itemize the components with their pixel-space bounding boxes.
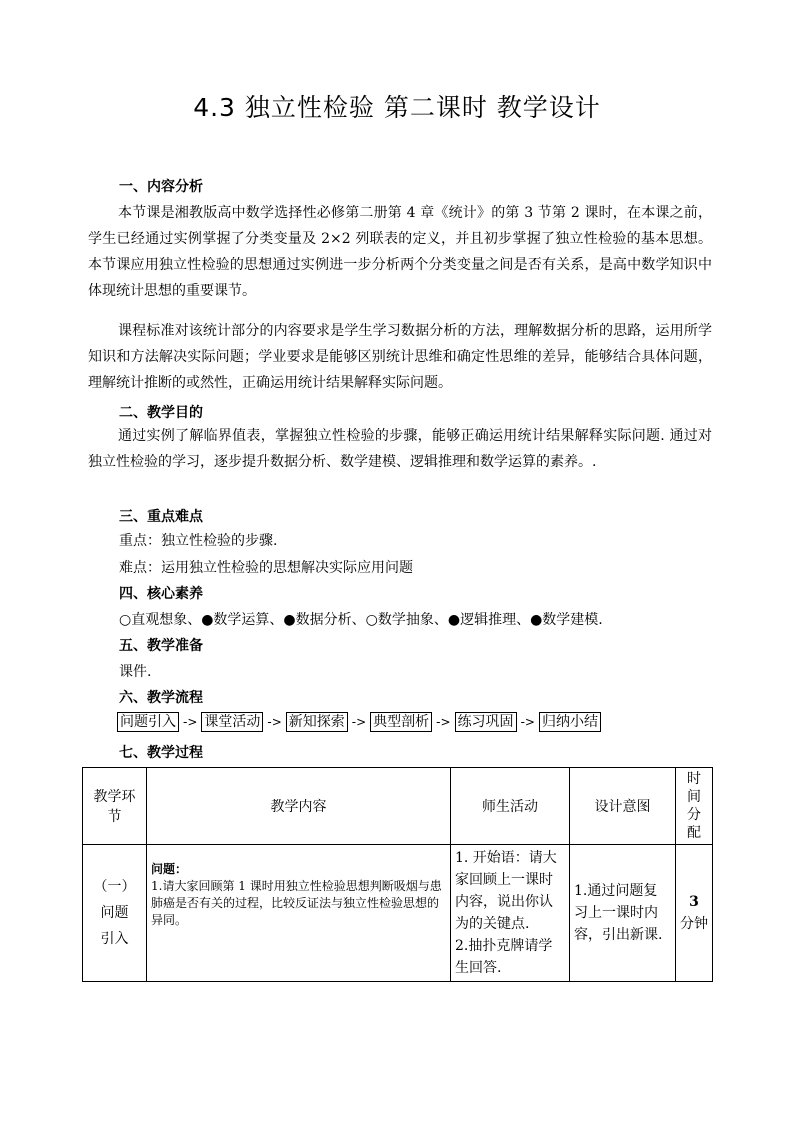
section-heading-teaching-flow: 六、教学流程: [119, 690, 203, 706]
header-activity: 师生活动: [451, 768, 570, 845]
core-literacy-list: ○直观想象、●数学运算、●数据分析、○数学抽象、●逻辑推理、●数学建模.: [119, 612, 603, 628]
time-cell: [676, 845, 713, 982]
flow-step: 课堂活动: [201, 712, 263, 732]
flow-arrow: ->: [520, 715, 535, 729]
table-row: [83, 845, 713, 982]
flow-step: 新知探索: [286, 712, 348, 732]
section-heading-preparation: 五、教学准备: [119, 638, 203, 654]
section-heading-teaching-goals: 二、教学目的: [119, 405, 203, 421]
header-stage: 教学环节: [83, 768, 147, 845]
section-heading-content-analysis: 一、内容分析: [119, 179, 203, 195]
key-point-text: 重点：独立性检验的步骤.: [119, 533, 278, 549]
flow-arrow: ->: [351, 715, 367, 729]
activity-item-2: 2.抽扑克牌请学生回答.: [455, 938, 553, 976]
flow-arrow: ->: [183, 715, 198, 729]
stage-name-line2: 引入: [100, 931, 129, 947]
activity-cell: [451, 845, 570, 982]
flow-step: 问题引入: [117, 712, 179, 732]
preparation-text: 课件.: [119, 664, 152, 680]
difficulty-text: 难点：运用独立性检验的思想解决实际应用问题: [119, 560, 413, 576]
flow-arrow: ->: [436, 715, 451, 729]
stage-number: （一）: [93, 879, 136, 895]
content-text: 1.请大家回顾第 1 课时用独立性检验思想判断吸烟与患肺癌是否有关的过程，比较反证法与独立性检验思想的异同。: [151, 879, 442, 927]
teaching-process-table: [82, 767, 713, 982]
section-heading-key-points: 三、重点难点: [119, 509, 203, 525]
flow-step: 典型剖析: [370, 712, 432, 732]
paragraph-content-analysis-2: 课程标准对该统计部分的内容要求是学生学习数据分析的方法，理解数据分析的思路，运用所学知识和方法解决实际问题；学业要求是能够区别统计思维和确定性思维的差异，能够结合具体问题，理解统计推断的或然性，正确运用统计结果解释实际问题。: [88, 323, 712, 391]
teaching-flow: [117, 712, 601, 732]
flow-arrow: ->: [267, 715, 282, 729]
time-number: 3: [689, 894, 699, 910]
paragraph-content-analysis-1: 本节课是湘教版高中数学选择性必修第二册第 4 章《统计》的第 3 节第 2 课时，在本课之前，学生已经通过实例掌握了分类变量及 2×2 列联表的定义，并且初步掌握了独立性检验的基本思想。本节课应用独立性检验的思想通过实例进一步分析两个分类变量之间是否有关系，是高中数学知识中体现统计思想的重要课节。: [88, 205, 712, 299]
header-intent: 设计意图: [570, 768, 676, 845]
header-time: 时间分配: [676, 768, 713, 845]
activity-item-1: 1. 开始语：请大家回顾上一课时内容，说出你认为的关键点.: [455, 850, 557, 932]
intent-cell: 1.通过问题复习上一课时内容，引出新课.: [570, 845, 676, 982]
content-label: 问题：: [151, 862, 188, 876]
stage-cell: [83, 845, 147, 982]
paragraph-teaching-goals: 通过实例了解临界值表，掌握独立性检验的步骤，能够正确运用统计结果解释实际问题. 通过对独立性检验的学习，逐步提升数据分析、数学建模、逻辑推理和数学运算的素养。.: [88, 428, 712, 470]
time-unit: 分钟: [680, 916, 708, 932]
section-heading-core-literacy: 四、核心素养: [119, 586, 203, 602]
header-content: 教学内容: [147, 768, 451, 845]
flow-step: 练习巩固: [455, 712, 517, 732]
flow-step: 归纳小结: [539, 712, 601, 732]
content-cell: [147, 845, 451, 982]
document-title: 4.3 独立性检验 第二课时 教学设计: [193, 93, 601, 122]
stage-name-line1: 问题: [100, 905, 129, 921]
section-heading-teaching-process: 七、教学过程: [119, 745, 203, 761]
